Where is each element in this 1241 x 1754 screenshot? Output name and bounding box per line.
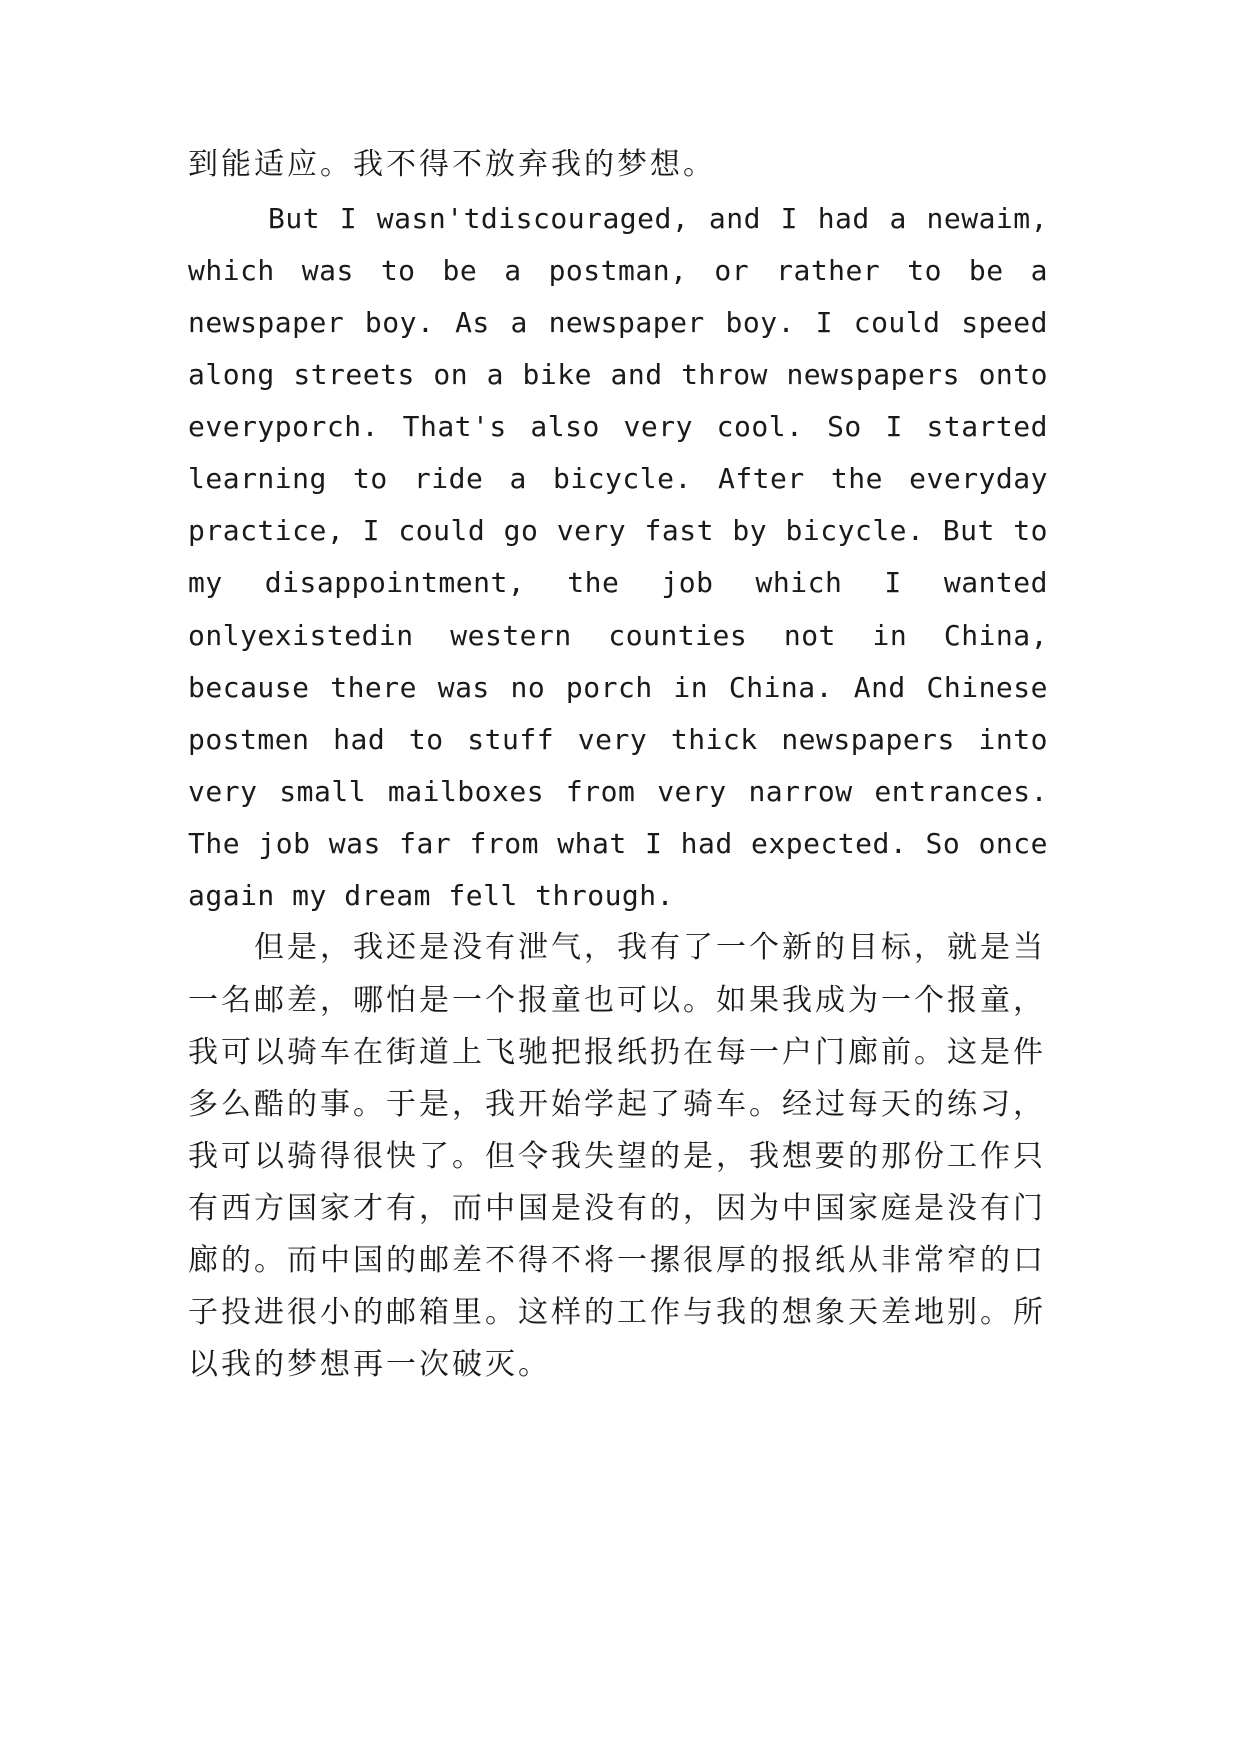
text-line: 子投进很小的邮箱里。这样的工作与我的想象天差地别。所 <box>188 1295 1046 1330</box>
text-line: 我可以骑得很快了。但令我失望的是，我想要的那份工作只 <box>188 1139 1046 1174</box>
text-line: 多么酷的事。于是，我开始学起了骑车。经过每天的练习， <box>188 1087 1046 1122</box>
text-line: my disappointment, the job which I wanted <box>188 566 1048 599</box>
text-line: everyporch. That's also very cool. So I started <box>188 410 1048 443</box>
text-line: practice, I could go very fast by bicycle. But to <box>188 514 1048 547</box>
text-line: onlyexistedin western counties not in China, <box>188 619 1048 652</box>
text-line: along streets on a bike and throw newspapers onto <box>188 358 1048 391</box>
text-line: newspaper boy. As a newspaper boy. I could speed <box>188 306 1048 339</box>
text-line: But I wasn'tdiscouraged, and I had a newaim, <box>268 202 1048 235</box>
text-line: learning to ride a bicycle. After the everyday <box>188 462 1048 495</box>
text-line: 到能适应。我不得不放弃我的梦想。 <box>188 147 716 182</box>
text-line: 有西方国家才有，而中国是没有的，因为中国家庭是没有门 <box>188 1191 1046 1226</box>
text-line: postmen had to stuff very thick newspapers into <box>188 723 1048 756</box>
text-line: 但是，我还是没有泄气，我有了一个新的目标，就是当 <box>254 930 1046 965</box>
text-line: again my dream fell through. <box>188 879 675 912</box>
text-line: 以我的梦想再一次破灭。 <box>188 1347 551 1382</box>
text-line: which was to be a postman, or rather to be a <box>188 254 1048 287</box>
text-line: 廊的。而中国的邮差不得不将一摞很厚的报纸从非常窄的口 <box>188 1243 1046 1278</box>
text-line: 我可以骑车在街道上飞驰把报纸扔在每一户门廊前。这是件 <box>188 1035 1046 1070</box>
text-line: The job was far from what I had expected. So once <box>188 827 1048 860</box>
text-line: 一名邮差，哪怕是一个报童也可以。如果我成为一个报童， <box>188 983 1046 1018</box>
text-line: very small mailboxes from very narrow entrances. <box>188 775 1048 808</box>
text-line: because there was no porch in China. And Chinese <box>188 671 1048 704</box>
